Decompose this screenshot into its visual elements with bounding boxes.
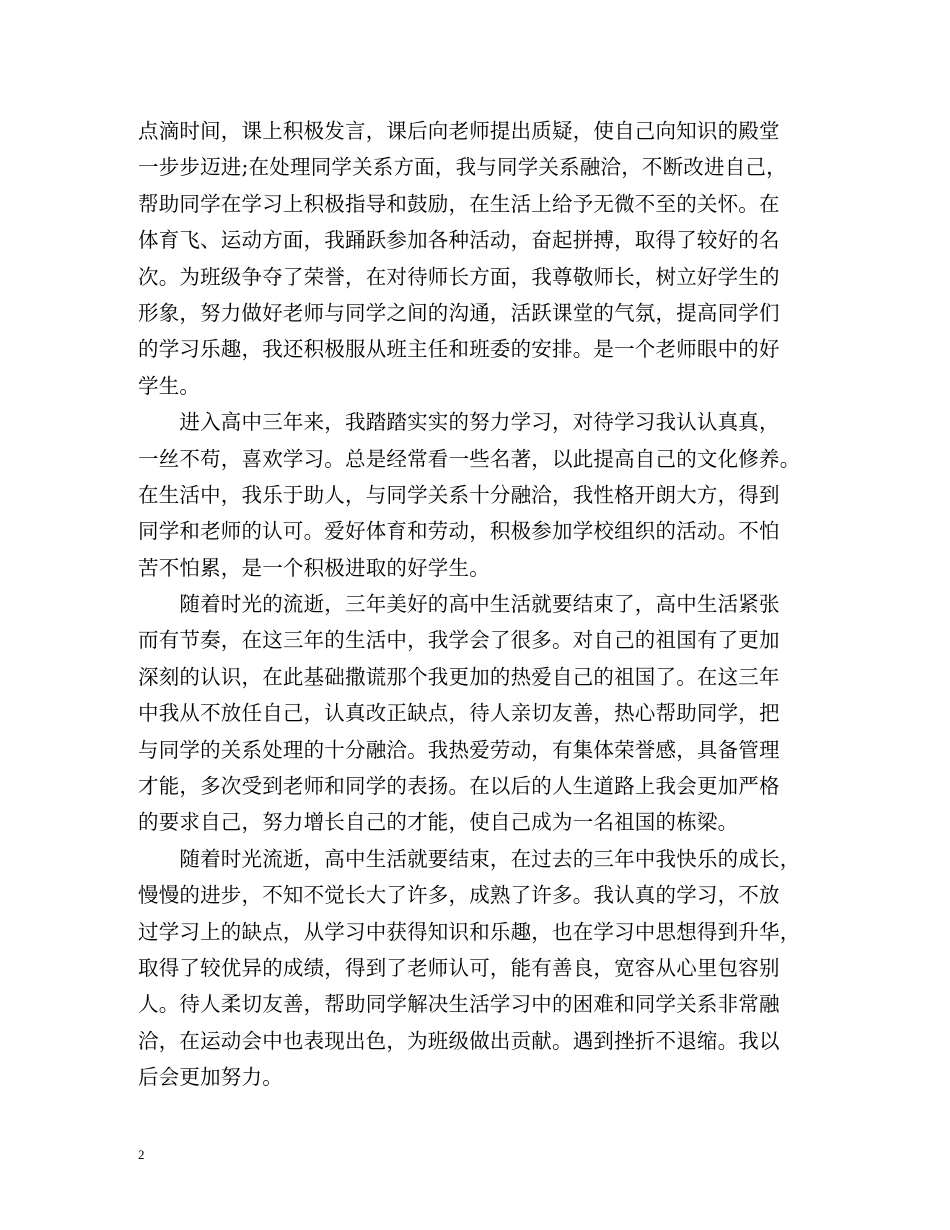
text-line: 后会更加努力。 <box>138 1065 283 1090</box>
text-line: 的学习乐趣，我还积极服从班主任和班委的安排。是一个老师眼中的好 <box>138 337 780 362</box>
text-line: 一丝不苟，喜欢学习。总是经常看一些名著，以此提高自己的文化修养。 <box>138 446 801 471</box>
text-line: 洽，在运动会中也表现出色，为班级做出贡献。遇到挫折不退缩。我以 <box>138 1028 780 1053</box>
text-line: 的要求自己，努力增长自己的才能，使自己成为一名祖国的栋梁。 <box>138 810 739 835</box>
text-line: 进入高中三年来，我踏踏实实的努力学习，对待学习我认认真真， <box>138 410 780 435</box>
text-line: 慢慢的进步，不知不觉长大了许多，成熟了许多。我认真的学习，不放 <box>138 883 780 908</box>
text-line: 形象，努力做好老师与同学之间的沟通，活跃课堂的气氛，提高同学们 <box>138 300 780 325</box>
text-line: 深刻的认识，在此基础撒谎那个我更加的热爱自己的祖国了。在这三年 <box>138 664 780 689</box>
body-text <box>138 113 818 1096</box>
text-line: 才能，多次受到老师和同学的表扬。在以后的人生道路上我会更加严格 <box>138 774 780 799</box>
page-number: 2 <box>138 1147 145 1162</box>
text-line: 随着时光的流逝，三年美好的高中生活就要结束了，高中生活紧张 <box>138 592 780 617</box>
text-line: 随着时光流逝，高中生活就要结束，在过去的三年中我快乐的成长， <box>138 846 801 871</box>
text-line: 与同学的关系处理的十分融洽。我热爱劳动，有集体荣誉感，具备管理 <box>138 737 780 762</box>
text-line: 体育飞、运动方面，我踊跃参加各种活动，奋起拼搏，取得了较好的名 <box>138 228 780 253</box>
text-line: 点滴时间，课上积极发言，课后向老师提出质疑，使自己向知识的殿堂 <box>138 119 780 143</box>
text-line: 同学和老师的认可。爱好体育和劳动，积极参加学校组织的活动。不怕 <box>138 519 780 544</box>
text-line: 一步步迈进;在处理同学关系方面，我与同学关系融洽，不断改进自己， <box>138 155 787 180</box>
text-line: 取得了较优异的成绩，得到了老师认可，能有善良，宽容从心里包容别 <box>138 955 780 980</box>
text-line: 人。待人柔切友善，帮助同学解决生活学习中的困难和同学关系非常融 <box>138 992 780 1017</box>
text-line: 过学习上的缺点，从学习中获得知识和乐趣，也在学习中思想得到升华， <box>138 919 801 944</box>
text-line: 在生活中，我乐于助人，与同学关系十分融洽，我性格开朗大方，得到 <box>138 482 780 507</box>
text-line: 苦不怕累，是一个积极进取的好学生。 <box>138 555 490 580</box>
text-line: 中我从不放任自己，认真改正缺点，待人亲切友善，热心帮助同学，把 <box>138 701 780 726</box>
text-line: 次。为班级争夺了荣誉，在对待师长方面，我尊敬师长，树立好学生的 <box>138 264 780 289</box>
text-line: 帮助同学在学习上积极指导和鼓励，在生活上给予无微不至的关怀。在 <box>138 191 780 216</box>
text-line: 学生。 <box>138 373 201 398</box>
text-line: 而有节奏，在这三年的生活中，我学会了很多。对自己的祖国有了更加 <box>138 628 780 653</box>
